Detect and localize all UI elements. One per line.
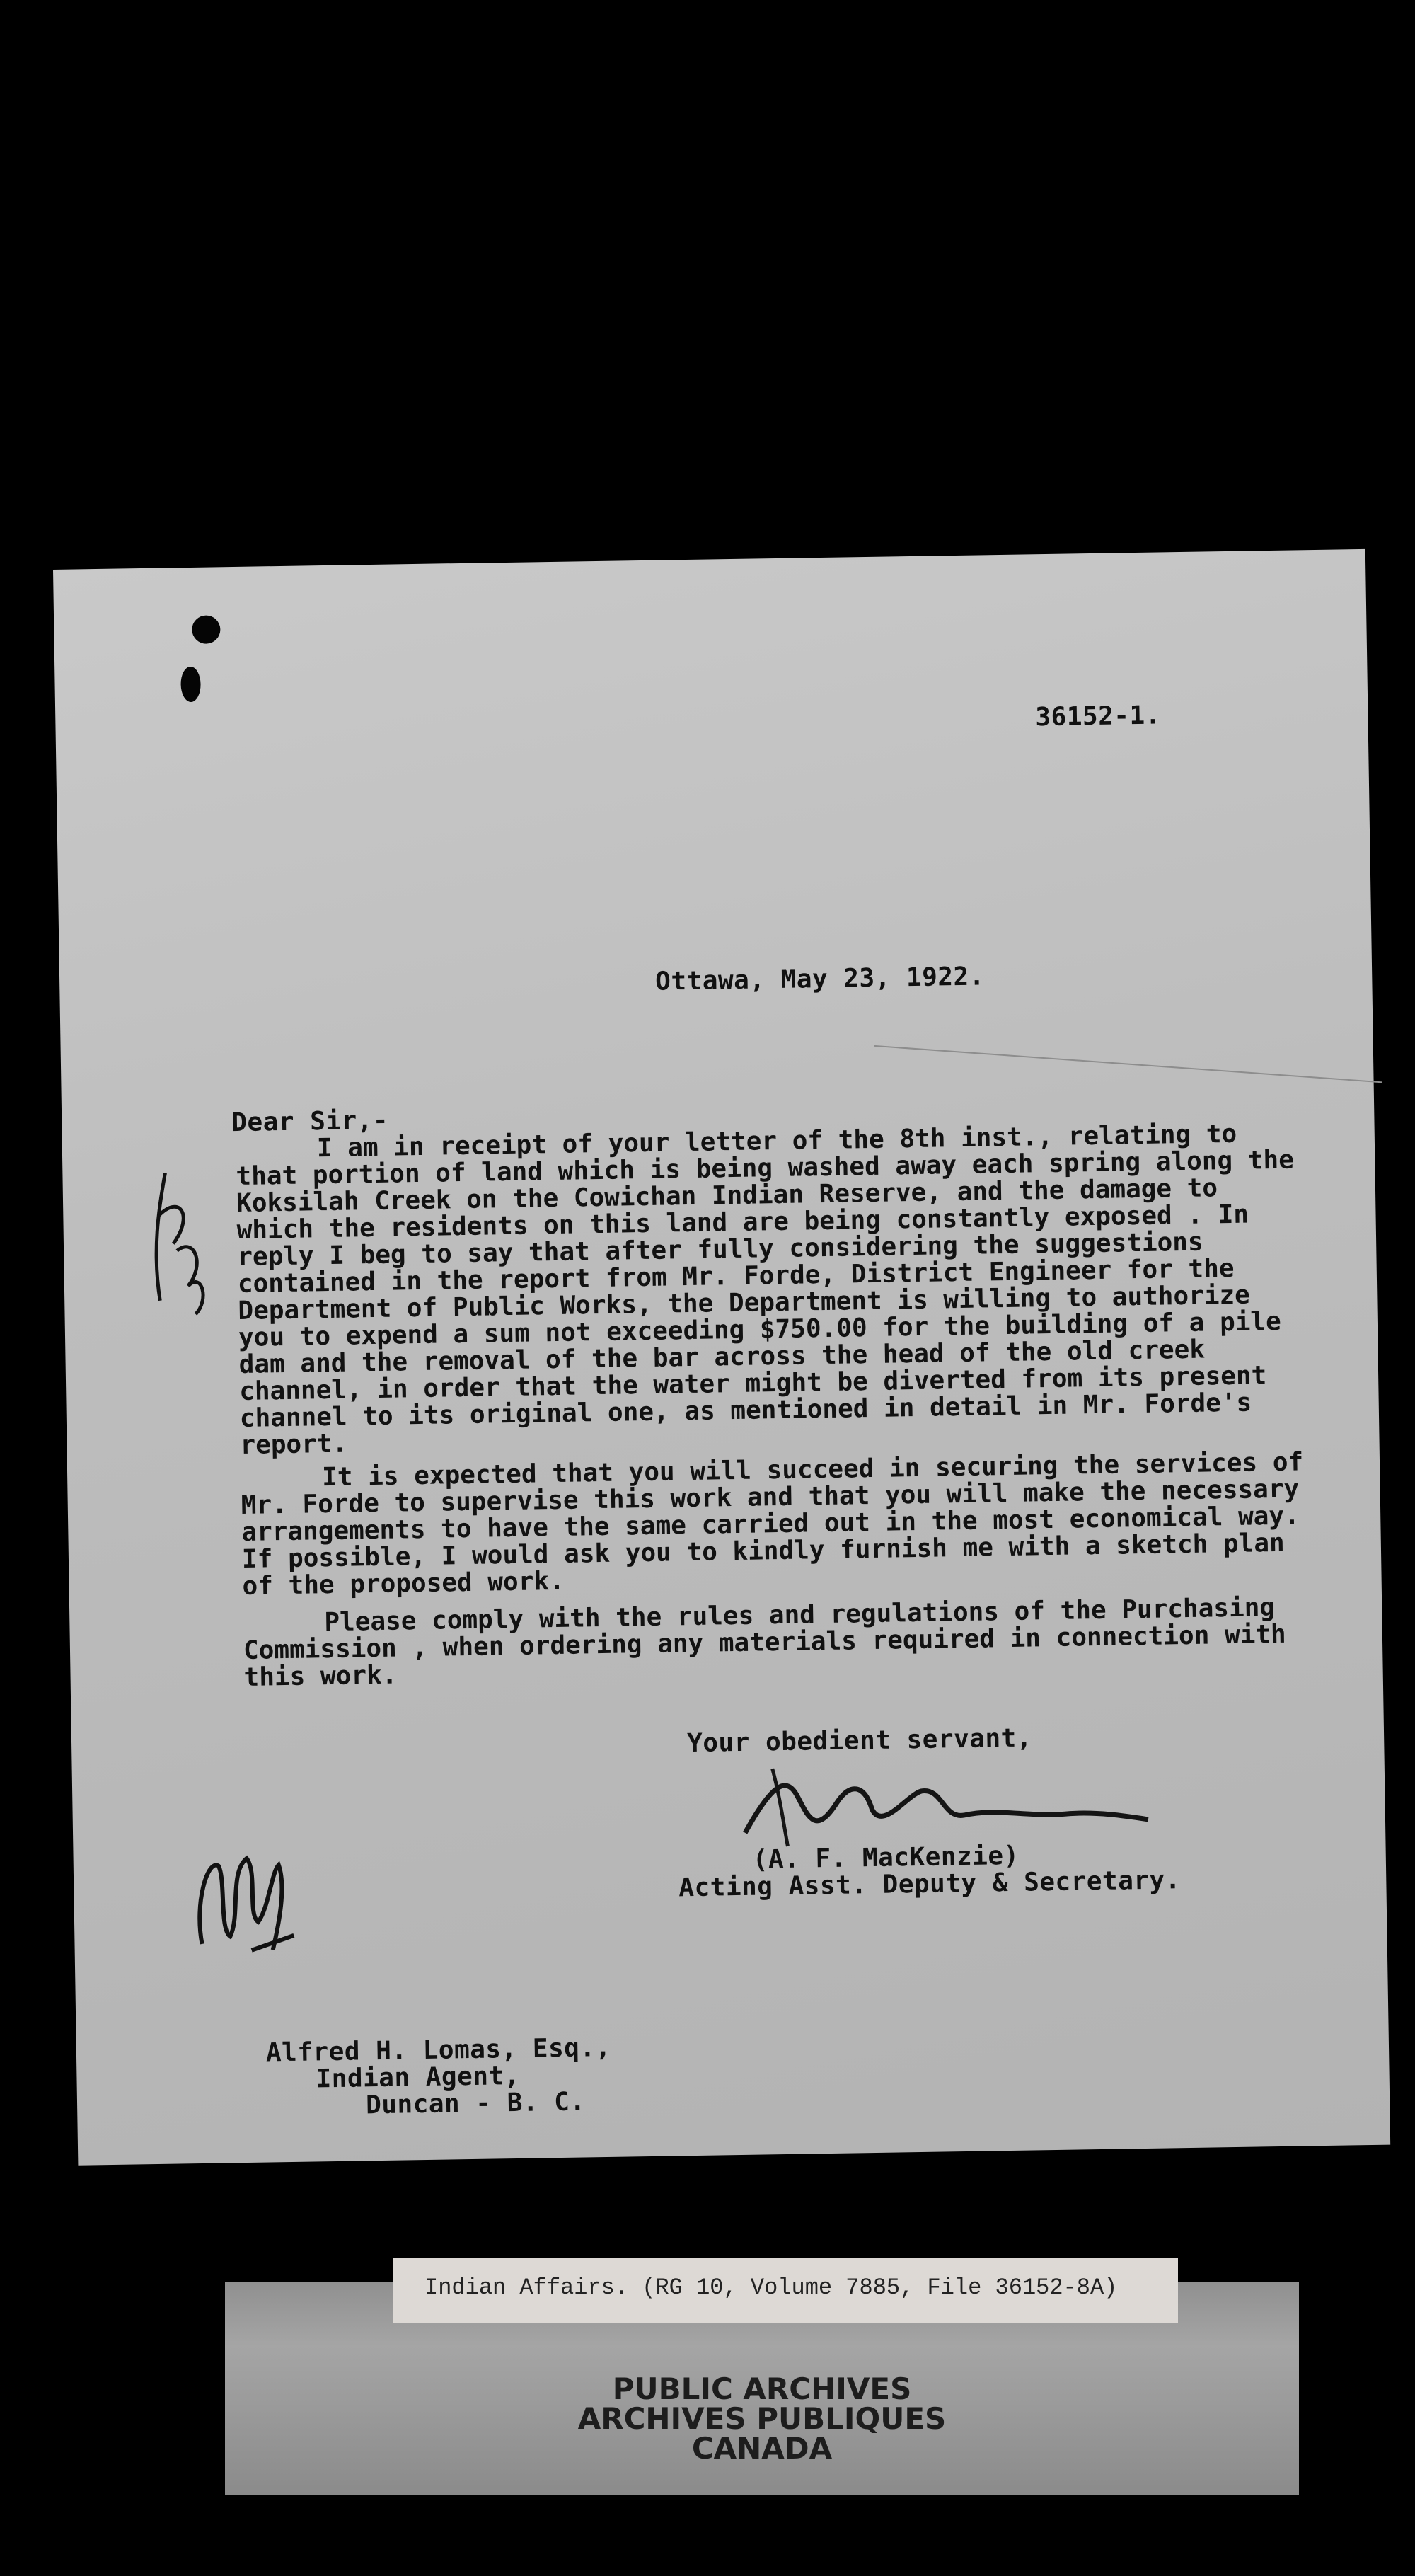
body-paragraph: Please comply with the rules and regulations of the Purchasing Commission , when ordering any materials required in connection with this work. — [243, 1593, 1286, 1692]
file-number: 36152-1. — [1035, 701, 1162, 732]
closing: Your obedient servant, — [686, 1723, 1033, 1759]
letter-page — [53, 549, 1390, 2166]
margin-initials — [179, 1829, 301, 1966]
paper-crease — [874, 1045, 1382, 1083]
archive-reference: Indian Affairs. (RG 10, Volume 7885, File 36152-8A) — [424, 2275, 1118, 2301]
punch-hole — [192, 615, 221, 644]
margin-initials — [137, 1165, 224, 1322]
archive-stamp-line: PUBLIC ARCHIVES — [612, 2371, 912, 2406]
signature — [729, 1749, 1155, 1854]
addressee-line: Indian Agent, — [316, 2061, 521, 2094]
signatory-title: Acting Asst. Deputy & Secretary. — [678, 1865, 1182, 1903]
body-paragraph: I am in receipt of your letter of the 8th inst., relating to that portion of land which is being washed away each spring along the Koksilah Creek on the Cowichan Indian Reserve, and the damage to which the residents on this land are being constantly exposed . In reply I beg to say that after fully considering the suggestions contained in the report from Mr. Forde, District Engineer for the Department of Public Works, the Department is willing to authorize you to expend a sum not exceeding $750.00 for the building of a pile dam and the removal of the bar across the head of the old creek channel, in order that the water might be diverted from its present channel to its original one, as mentioned in detail in Mr. Forde's report. — [236, 1119, 1295, 1460]
signatory-name: (A. F. MacKenzie) — [752, 1841, 1020, 1875]
salutation: Dear Sir,- — [231, 1105, 389, 1138]
punch-hole — [180, 667, 201, 702]
archive-label — [393, 2258, 1178, 2323]
archive-stamp-line: CANADA — [691, 2431, 833, 2466]
addressee-line: Duncan - B. C. — [365, 2087, 586, 2120]
date-line: Ottawa, May 23, 1922. — [654, 962, 986, 996]
addressee-line: Alfred H. Lomas, Esq., — [265, 2032, 612, 2068]
body-paragraph: It is expected that you will succeed in securing the services of Mr. Forde to supervise this work and that you will make the necessary arrangements to have the same carried out in the most economical way. If possible, I would ask you to kindly furnish me with a sketch plan of the proposed work. — [241, 1447, 1304, 1601]
archive-stamp-line: ARCHIVES PUBLIQUES — [577, 2401, 947, 2436]
